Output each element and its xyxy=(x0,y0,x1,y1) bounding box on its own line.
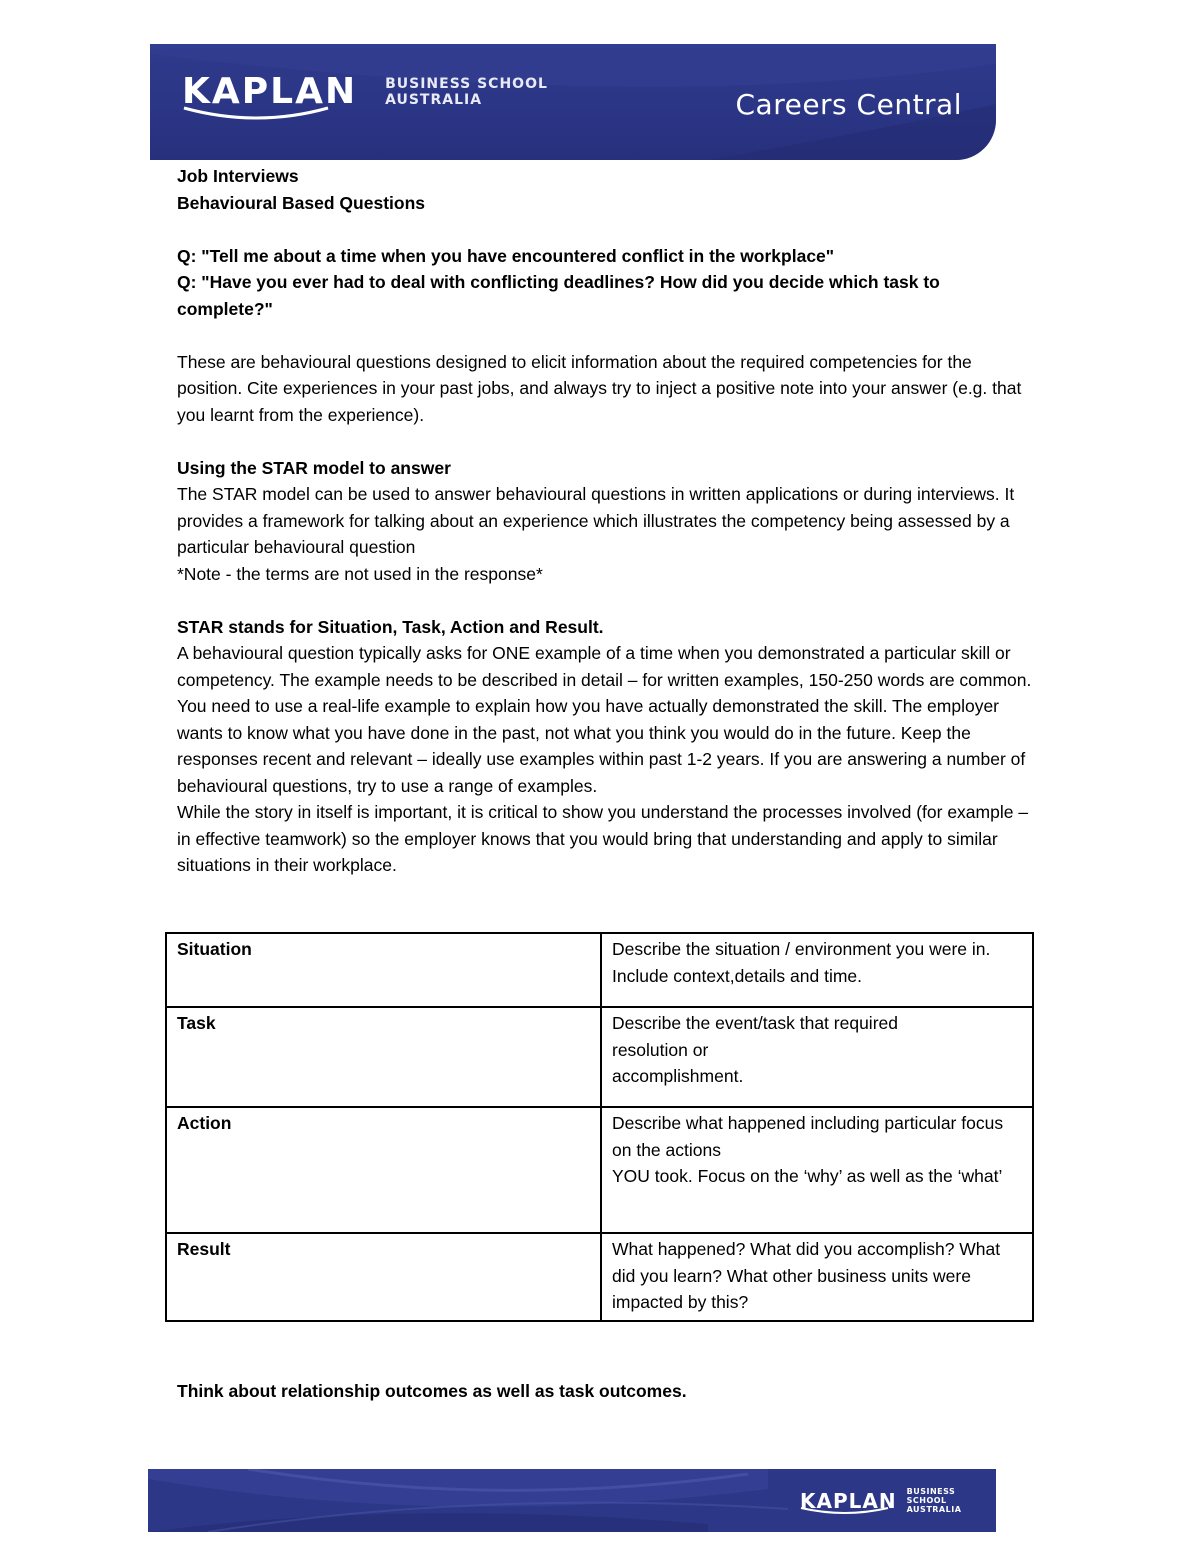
desc-line: accomplishment. xyxy=(612,1066,744,1086)
desc-line: YOU took. Focus on the ‘why’ as well as the ‘what’ xyxy=(612,1166,1003,1186)
page-subtitle: Behavioural Based Questions xyxy=(177,192,425,213)
table-cell-desc: What happened? What did you accomplish? What did you learn? What other business units were impacted by this? xyxy=(601,1233,1033,1321)
story-paragraph: While the story in itself is important, it is critical to show you understand the processes involved (for example – in effective teamwork) so the employer knows that you would bring that understanding and apply to similar situations in their workplace. xyxy=(177,802,1029,875)
footer-banner xyxy=(148,1469,996,1532)
table-cell-term: Task xyxy=(166,1007,601,1107)
star-note: *Note - the terms are not used in the response* xyxy=(177,563,543,584)
table-row xyxy=(166,1007,1033,1107)
table-row xyxy=(166,1107,1033,1233)
logo-sub-line2: AUSTRALIA xyxy=(385,92,483,108)
header-banner xyxy=(150,44,996,160)
table-cell-desc xyxy=(601,1107,1033,1233)
closing-statement: Think about relationship outcomes as well as task outcomes. xyxy=(177,1380,687,1401)
logo-arc-icon xyxy=(182,104,332,124)
table-cell-desc xyxy=(601,1007,1033,1107)
star-heading: Using the STAR model to answer xyxy=(177,457,451,478)
desc-line: resolution or xyxy=(612,1039,709,1060)
footer-logo-arc-icon xyxy=(800,1506,890,1516)
section-title: Careers Central xyxy=(735,88,962,121)
footer-logo-sub-line2: AUSTRALIA xyxy=(906,1505,962,1514)
logo-sub-line1: BUSINESS SCHOOL xyxy=(385,76,548,92)
table-cell-term: Action xyxy=(166,1107,601,1233)
stands-paragraph: A behavioural question typically asks for ONE example of a time when you demonstrated a particular skill or competency. The example needs to be described in detail – for written examples, 150-250 words are common. You need to use a real-life example to explain how you have actually demonstrated the skill. The employer wants to know what you have done in the past, not what you think you would do in the future. Keep the responses recent and relevant – ideally use examples within past 1-2 years. If you are answering a number of behavioural questions, try to use a range of examples. xyxy=(177,643,1032,796)
footer-logo-sub-line1: BUSINESS SCHOOL xyxy=(906,1487,956,1505)
intro-paragraph: These are behavioural questions designed to elicit information about the required competencies for the position. Cite experiences in your past jobs, and always try to inject a positive note into your answer (e.g. that you learnt from the experience). xyxy=(177,351,1022,425)
logo-word: KAPLAN xyxy=(182,71,358,112)
table-cell-term: Situation xyxy=(166,933,601,1007)
footer-kaplan-logo xyxy=(800,1487,996,1514)
table-row xyxy=(166,933,1033,1007)
footer-logo-word: KAPLAN xyxy=(800,1488,897,1513)
star-table xyxy=(165,932,1034,1322)
table-row xyxy=(166,1233,1033,1321)
stands-heading: STAR stands for Situation, Task, Action and Result. xyxy=(177,616,604,637)
table-cell-term: Result xyxy=(166,1233,601,1321)
question-2: Q: "Have you ever had to deal with conflicting deadlines? How did you decide which task to complete?" xyxy=(177,272,940,319)
kaplan-logo xyxy=(182,71,548,112)
star-intro-paragraph: The STAR model can be used to answer behavioural questions in written applications or during interviews. It provides a framework for talking about an experience which illustrates the competency being assessed by a particular behavioural question xyxy=(177,484,1015,557)
table-cell-desc: Describe the situation / environment you were in. Include context,details and time. xyxy=(601,933,1033,1007)
page-title: Job Interviews xyxy=(177,166,299,186)
desc-line: Describe the event/task that required xyxy=(612,1013,898,1033)
document-body xyxy=(177,163,1037,879)
desc-line: Describe what happened including particular focus on the actions xyxy=(612,1113,1004,1160)
question-1: Q: "Tell me about a time when you have encountered conflict in the workplace" xyxy=(177,245,835,266)
